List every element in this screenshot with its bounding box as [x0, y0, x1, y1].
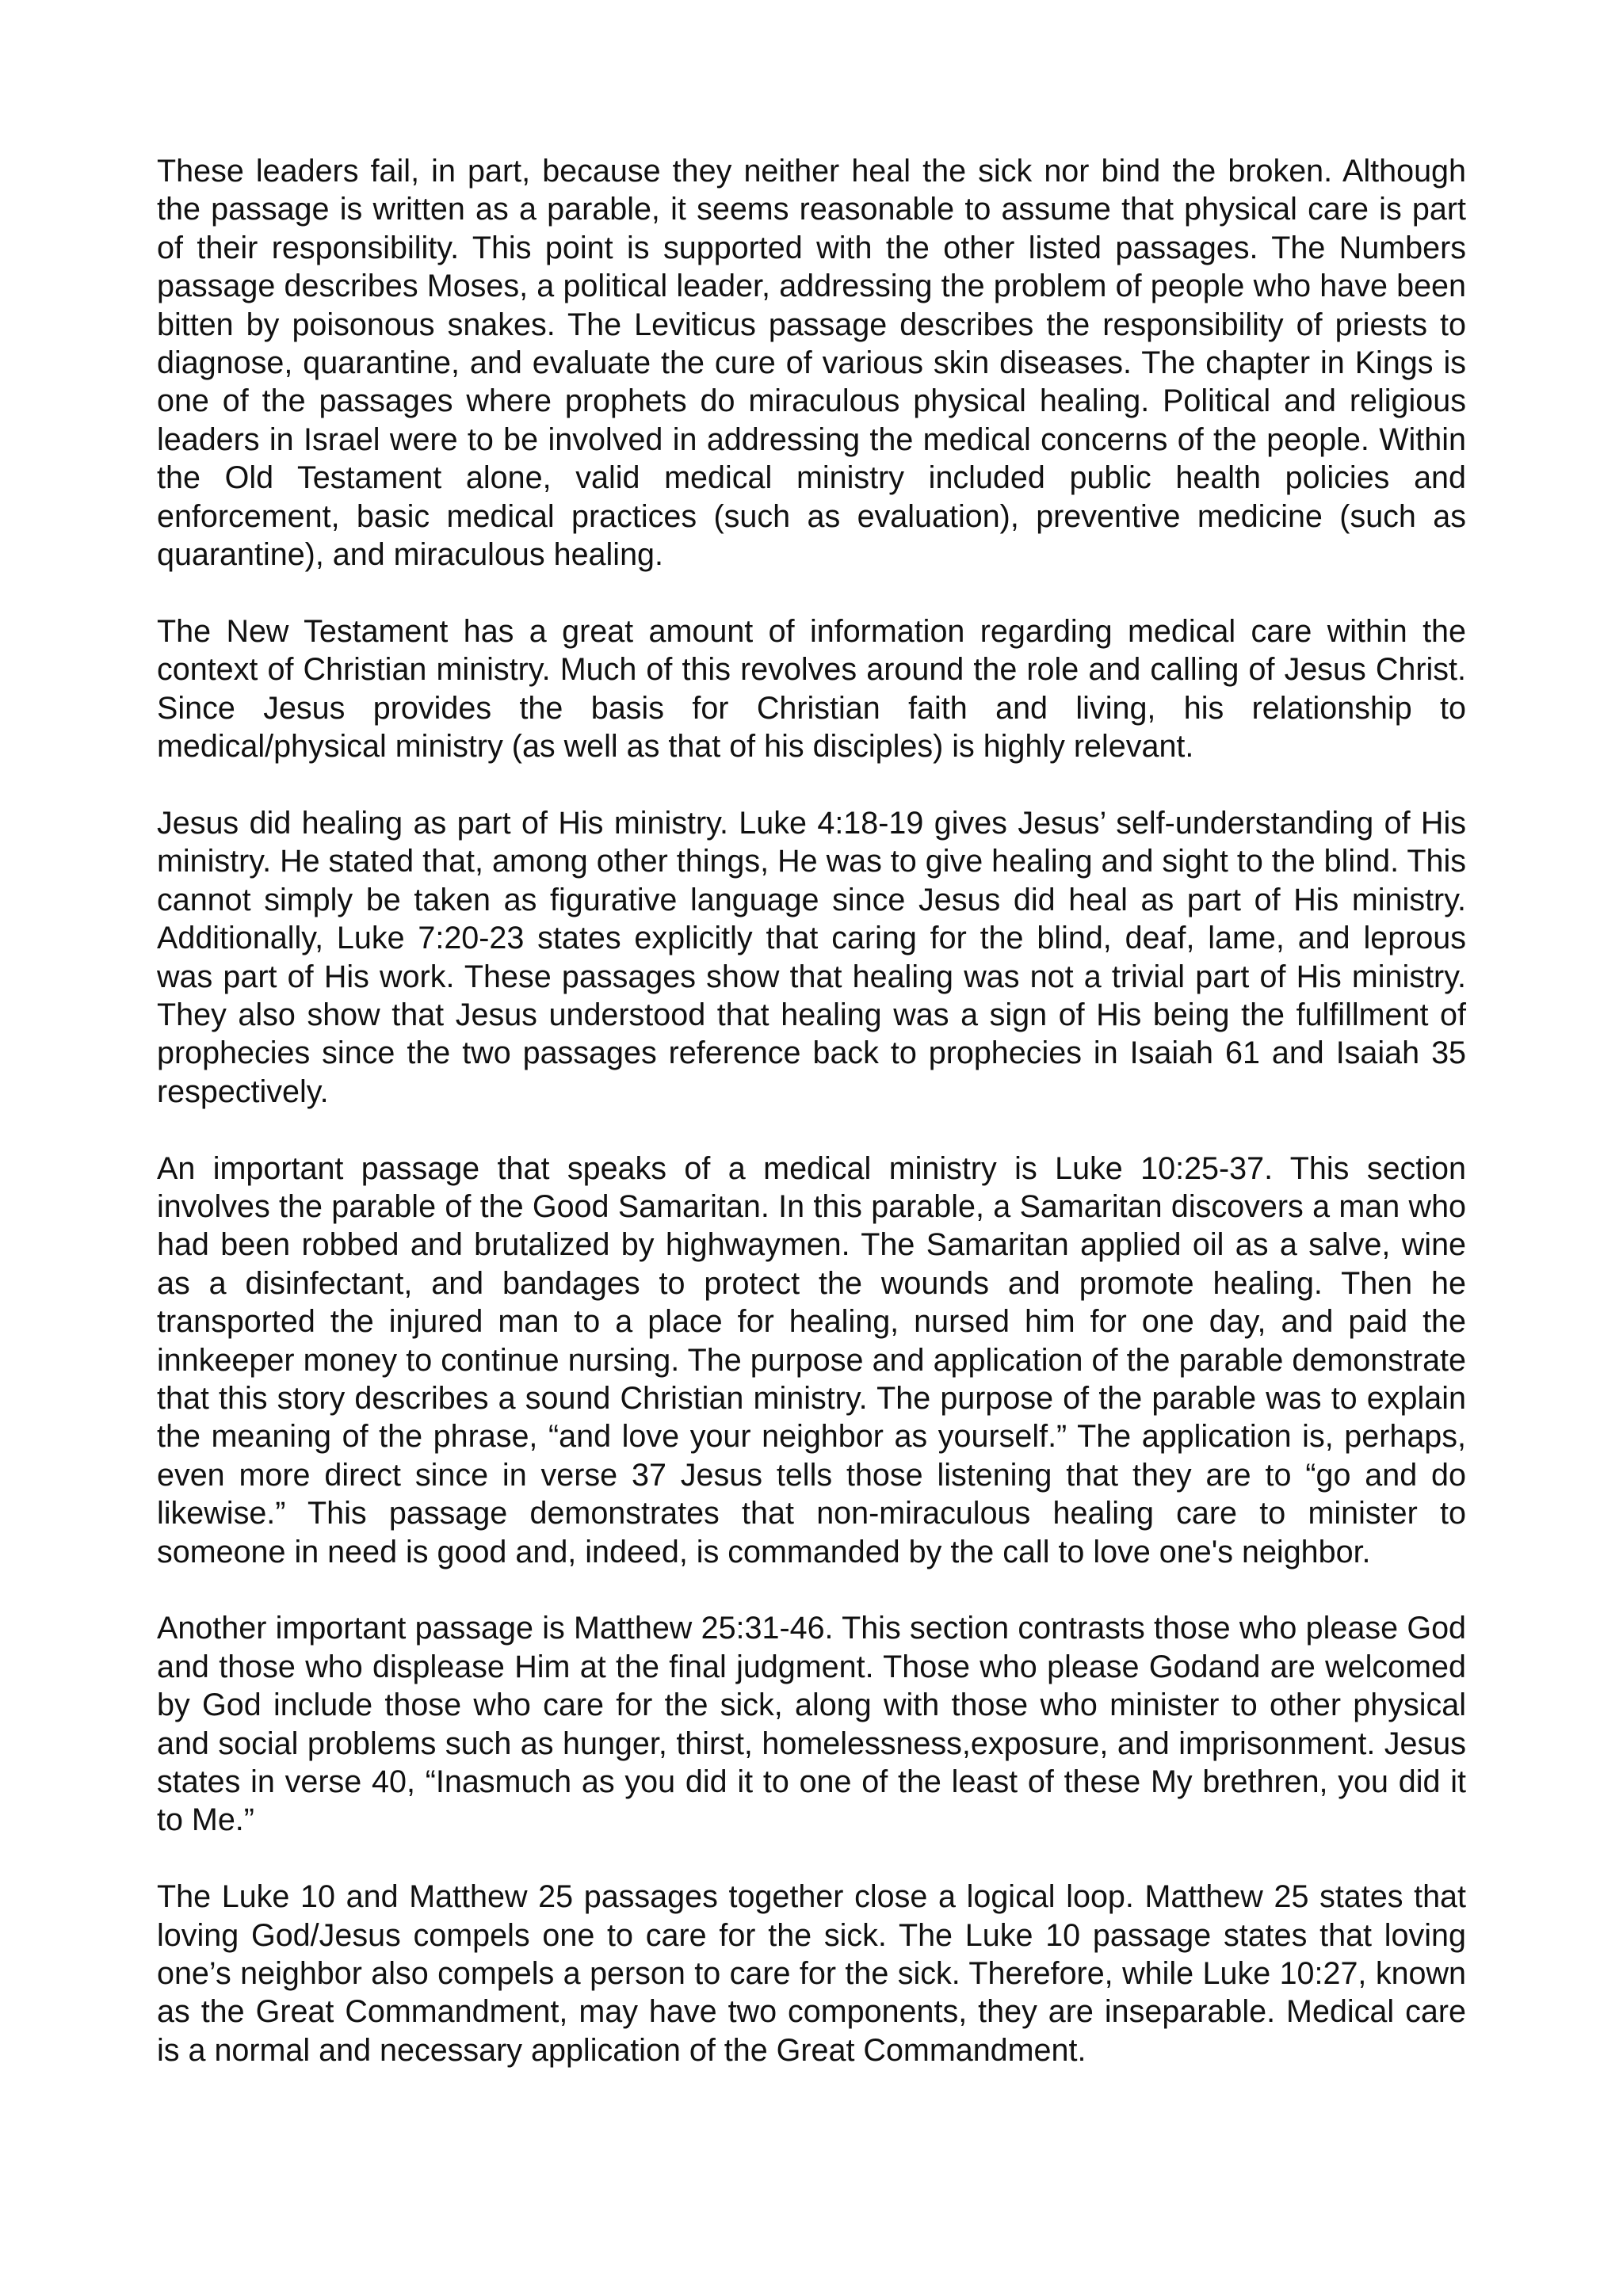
paragraph-great-commandment: The Luke 10 and Matthew 25 passages together close a logical loop. Matthew 25 states that loving God/Jesus compels one to care for the sick. The Luke 10 passage states that loving one’s neighbor also compels a person to care for the sick. Therefore, while Luke 10:27, known as the Great Commandment, may have two components, they are inseparable. Medical care is a normal and necessary application of the Great Commandment. — [157, 1879, 1466, 2068]
paragraph-old-testament-leaders: These leaders fail, in part, because they neither heal the sick nor bind the broken. Although the passage is written as a parable, it seems reasonable to assume that physical care is part of their responsibility. This point is supported with the other listed passages. The Numbers passage describes Moses, a political leader, addressing the problem of people who have been bitten by poisonous snakes. The Leviticus passage describes the responsibility of priests to diagnose, quarantine, and evaluate the cure of various skin diseases. The chapter in Kings is one of the passages where prophets do miraculous physical healing. Political and religious leaders in Israel were to be involved in addressing the medical concerns of the people. Within the Old Testament alone, valid medical ministry included public health policies and enforcement, basic medical practices (such as evaluation), preventive medicine (such as quarantine), and miraculous healing. — [157, 154, 1466, 573]
paragraph-good-samaritan: An important passage that speaks of a medical ministry is Luke 10:25-37. This section involves the parable of the Good Samaritan. In this parable, a Samaritan discovers a man who had been robbed and brutalized by highwaymen. The Samaritan applied oil as a salve, wine as a disinfectant, and bandages to protect the wounds and promote healing. Then he transported the injured man to a place for healing, nursed him for one day, and paid the innkeeper money to continue nursing. The purpose and application of the parable demonstrate that this story describes a sound Christian ministry. The purpose of the parable was to explain the meaning of the phrase, “and love your neighbor as yourself.” The application is, perhaps, even more direct since in verse 37 Jesus tells those listening that they are to “go and do likewise.” This passage demonstrates that non-miraculous healing care to minister to someone in need is good and, indeed, is commanded by the call to love one's neighbor. — [157, 1150, 1466, 1569]
paragraph-jesus-healing: Jesus did healing as part of His ministry. Luke 4:18-19 gives Jesus’ self-understanding of His ministry. He stated that, among other things, He was to give healing and sight to the blind. This cannot simply be taken as figurative language since Jesus did heal as part of His ministry. Additionally, Luke 7:20-23 states explicitly that caring for the blind, deaf, lame, and leprous was part of His work. These passages show that healing was not a trivial part of His ministry. They also show that Jesus understood that healing was a sign of His being the fulfillment of prophecies since the two passages reference back to prophecies in Isaiah 61 and Isaiah 35 respectively. — [157, 805, 1466, 1109]
document-page — [157, 152, 1466, 2108]
paragraph-matthew-25: Another important passage is Matthew 25:31-46. This section contrasts those who please God and those who displease Him at the final judgment. Those who please Godand are welcomed by God include those who care for the sick, along with those who minister to other physical and social problems such as hunger, thirst, homelessness,exposure, and imprisonment. Jesus states in verse 40, “Inasmuch as you did it to one of the least of these My brethren, you did it to Me.” — [157, 1611, 1466, 1838]
paragraph-new-testament-intro: The New Testament has a great amount of information regarding medical care within the context of Christian ministry. Much of this revolves around the role and calling of Jesus Christ. Since Jesus provides the basis for Christian faith and living, his relationship to medical/physical ministry (as well as that of his disciples) is highly relevant. — [157, 613, 1466, 765]
